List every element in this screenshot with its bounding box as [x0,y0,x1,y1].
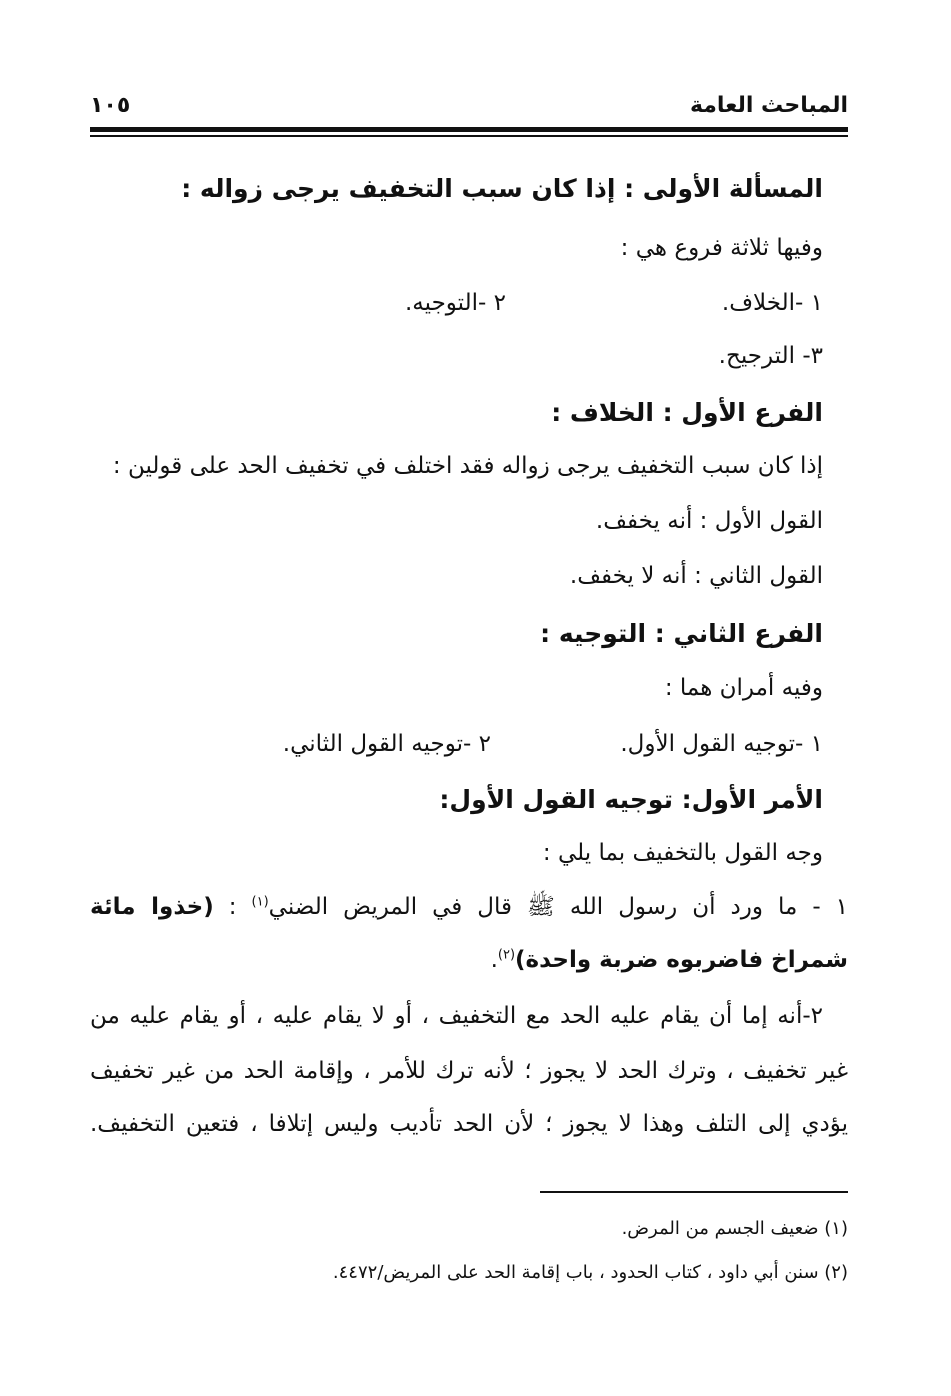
branch1-heading: الفرع الأول : الخلاف : [551,398,823,427]
hadith-quote-part-1: (خذوا مائة [90,894,214,920]
evidence-2-line-2: غير تخفيف ، وترك الحد لا يجوز ؛ لأنه ترك للأمر ، وإقامة الحد من غير تخفيف [90,1058,848,1084]
section-intro: وفيها ثلاثة فروع هي : [620,235,823,261]
branch2-intro: وفيه أمران هما : [664,675,823,701]
branch-list-item-2: ٢ -التوجيه. [405,290,506,316]
branch2-heading: الفرع الثاني : التوجيه : [540,619,823,648]
evidence-2-line-3: يؤدي إلى التلف وهذا لا يجوز ؛ لأن الحد تأديب وليس إتلافا ، فتعين التخفيف. [90,1111,848,1137]
header-rule-thick [90,127,848,132]
section-heading: المسألة الأولى : إذا كان سبب التخفيف يرجى زواله : [181,174,823,203]
footnote-separator [540,1191,848,1193]
footnote-2: (٢) سنن أبي داود ، كتاب الحدود ، باب إقامة الحد على المريض/٤٤٧٢. [332,1262,848,1283]
running-header-title: المباحث العامة [689,93,848,118]
hadith-quote-part-2: شمراخ فاضربوه ضربة واحدة) [515,947,848,973]
evidence-1-line-1 [90,892,848,926]
evidence-1-colon: : [213,894,252,920]
footnote-ref-2: (٢) [497,947,516,963]
branch2-item-1: ١ -توجيه القول الأول. [620,731,823,757]
evidence-1-text: ١ - ما ورد أن رسول الله ﷺ قال في المريض الضني [268,894,848,920]
branch1-text: إذا كان سبب التخفيف يرجى زواله فقد اختلف في تخفيف الحد على قولين : [112,453,823,479]
footnote-1: (١) ضعيف الجسم من المرض. [621,1218,848,1239]
evidence-2-line-1: ٢-أنه إما أن يقام عليه الحد مع التخفيف ، أو لا يقام عليه ، أو يقام عليه من [90,1003,823,1029]
branch2-item-2: ٢ -توجيه القول الثاني. [282,731,491,757]
branch-list-item-3: ٣- الترجيح. [718,343,823,369]
header-rule-thin [90,135,848,137]
branch-list-item-1: ١ -الخلاف. [721,290,823,316]
opinion-1: القول الأول : أنه يخفف. [595,508,823,534]
footnote-ref-1: (١) [251,894,269,910]
page-number: ١٠٥ [90,93,131,118]
evidence-1-end: . [490,947,498,973]
matter1-intro: وجه القول بالتخفيف بما يلي : [542,840,823,866]
matter1-heading: الأمر الأول: توجيه القول الأول: [439,785,823,814]
evidence-1-line-2 [491,947,848,973]
opinion-2: القول الثاني : أنه لا يخفف. [569,563,823,589]
